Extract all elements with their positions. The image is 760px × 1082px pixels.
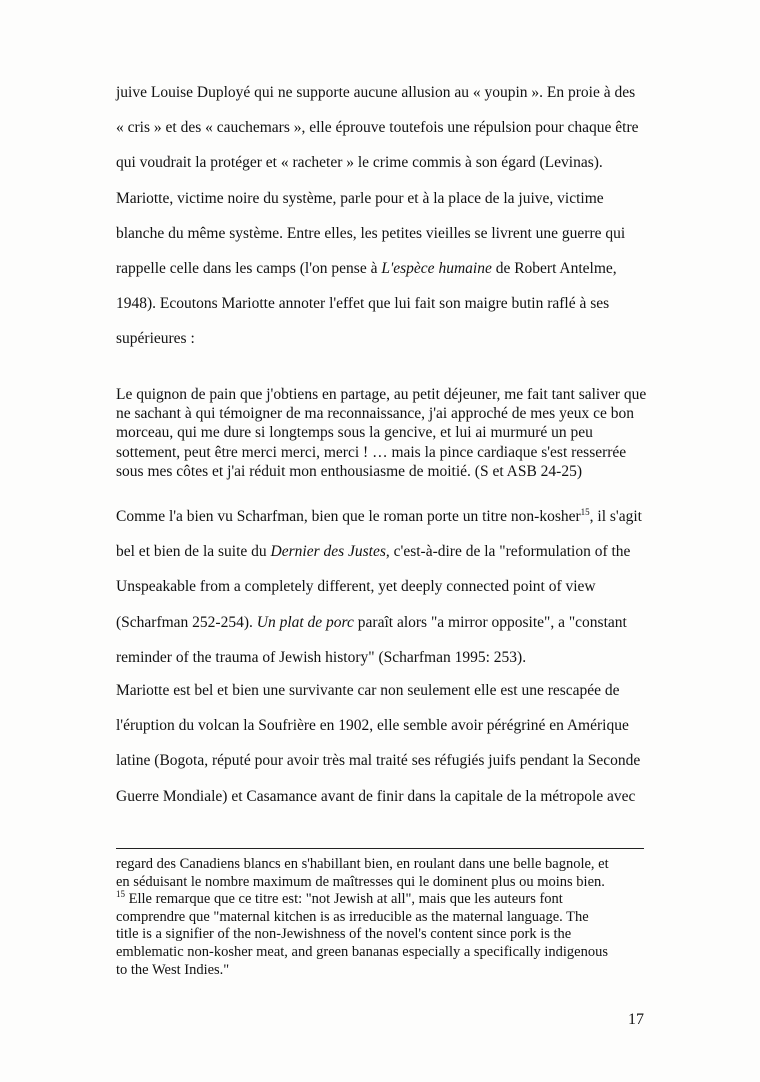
paragraph-3 — [116, 673, 641, 814]
paragraph-1 — [116, 75, 639, 357]
text-run: bel et bien de la suite du — [116, 543, 271, 561]
paragraph-line: juive Louise Duployé qui ne supporte aucune allusion au « youpin ». En proie à des — [116, 84, 636, 101]
quote-line: sous mes côtes et j'ai réduit mon enthousiasme de moitié. (S et ASB 24-25) — [116, 462, 583, 480]
paragraph-line: Guerre Mondiale) et Casamance avant de finir dans la capitale de la métropole avec — [116, 787, 636, 805]
text-run: Elle remarque que ce titre est: "not Jewish at all", mais que les auteurs font — [125, 891, 563, 908]
paragraph-line: Mariotte est bel et bien une survivante car non seulement elle est une rescapée de — [116, 682, 620, 699]
text-run: , c'est-à-dire de la "reformulation of the — [385, 543, 631, 561]
quote-line: ne sachant à qui témoigner de ma reconnaissance, j'ai approché de mes yeux ce bon — [116, 405, 634, 423]
paragraph-line — [116, 251, 636, 286]
block-quote — [116, 385, 646, 481]
paragraph-line — [116, 534, 636, 569]
paragraph-line: Unspeakable from a completely different, yet deeply connected point of view — [116, 578, 596, 596]
paragraph-line: blanche du même système. Entre elles, les petites vieilles se livrent une guerre qui — [116, 224, 626, 242]
paragraph-line — [116, 499, 642, 534]
paragraph-line: reminder of the trauma of Jewish history" (Scharfman 1995: 253). — [116, 648, 527, 666]
footnote-divider — [116, 848, 644, 849]
footnote-15 — [116, 891, 646, 909]
paragraph-line: qui voudrait la protéger et « racheter » le crime commis à son égard (Levinas). — [116, 154, 603, 172]
quote-line: Le quignon de pain que j'obtiens en partage, au petit déjeuner, me fait tant saliver que — [116, 386, 647, 403]
paragraph-line: latine (Bogota, réputé pour avoir très mal traité ses réfugiés juifs pendant la Seconde — [116, 752, 641, 770]
text-run: de Robert Antelme, — [491, 260, 617, 278]
footnote-line: title is a signifier of the non-Jewishness of the novel's content since pork is the — [116, 926, 572, 943]
footnote-line: emblematic non-kosher meat, and green bananas especially a specifically indigenous — [116, 943, 609, 960]
paragraph-2 — [116, 499, 642, 675]
footnote-line: regard des Canadiens blancs en s'habillant bien, en roulant dans une belle bagnole, et — [116, 856, 609, 872]
footnote-number: 15 — [116, 889, 125, 900]
footnote-ref[interactable]: 15 — [580, 506, 590, 517]
footnote-line: to the West Indies." — [116, 961, 230, 978]
page-number: 17 — [628, 1011, 644, 1028]
paragraph-line: « cris » et des « cauchemars », elle éprouve toutefois une répulsion pour chaque être — [116, 119, 639, 137]
text-run: (Scharfman 252-254). — [116, 613, 257, 631]
footnote-line: comprendre que "maternal kitchen is as irreducible as the maternal language. The — [116, 908, 589, 925]
text-run: paraît alors "a mirror opposite", a "constant — [353, 613, 627, 631]
footnote-line: en séduisant le nombre maximum de maîtresses qui le dominent plus ou moins bien. — [116, 873, 605, 890]
text-run: rappelle celle dans les camps (l'on pense à — [116, 260, 382, 278]
paragraph-line: 1948). Ecoutons Mariotte annoter l'effet que lui fait son maigre butin raflé à ses — [116, 295, 610, 313]
paragraph-line: supérieures : — [116, 330, 195, 348]
text-run: Comme l'a bien vu Scharfman, bien que le roman porte un titre non-kosher — [116, 508, 581, 525]
quote-line: sottement, peut être merci merci, merci ! … mais la pince cardiaque s'est resserrée — [116, 443, 627, 461]
book-title: Un plat de porc — [256, 613, 354, 631]
book-title: Dernier des Justes — [270, 543, 386, 561]
text-run: , il s'agit — [589, 508, 642, 525]
paragraph-line: l'éruption du volcan la Soufrière en 1902, elle semble avoir pérégriné en Amérique — [116, 717, 629, 735]
paragraph-line — [116, 605, 636, 640]
quote-line: morceau, qui me dure si longtemps sous la gencive, et lui ai murmuré un peu — [116, 424, 593, 442]
book-title: L'espèce humaine — [381, 260, 492, 278]
footnotes — [116, 856, 646, 979]
paragraph-line: Mariotte, victime noire du système, parle pour et à la place de la juive, victime — [116, 189, 604, 207]
